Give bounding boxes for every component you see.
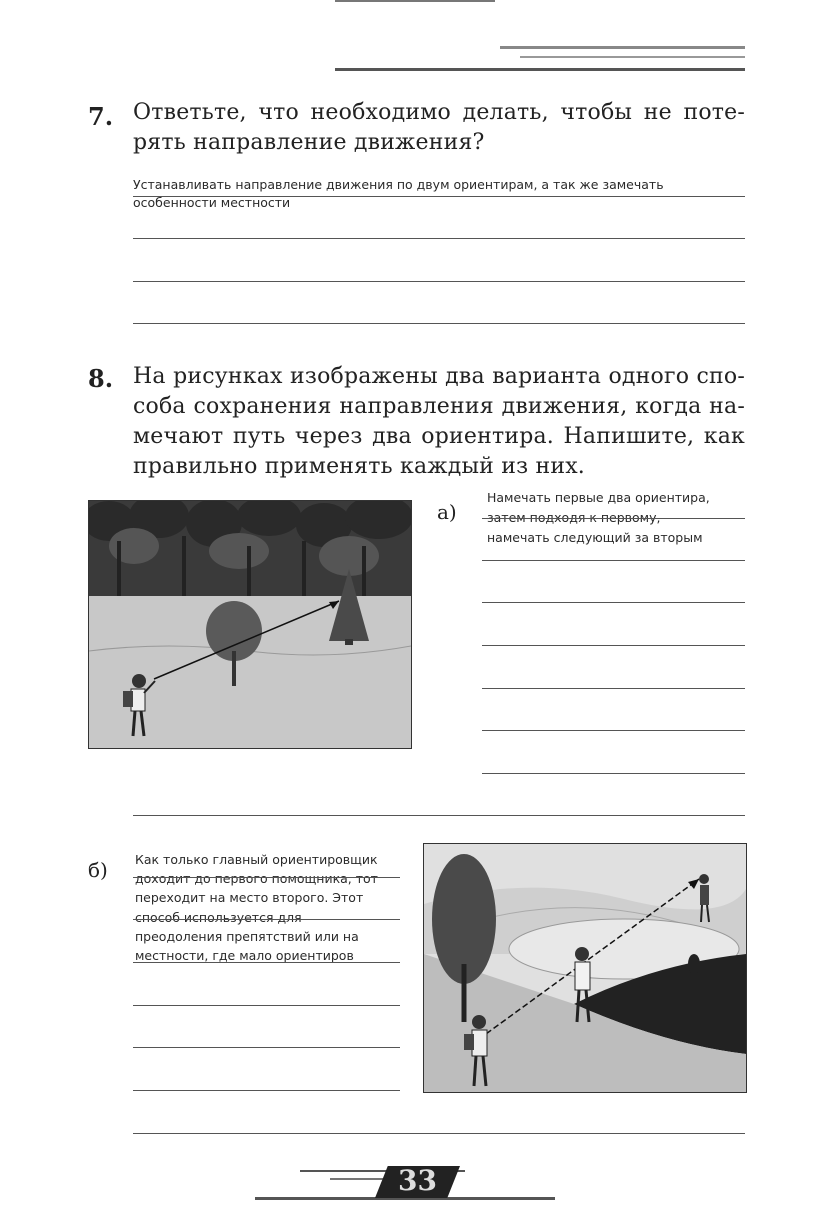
question-8-line-4: правильно применять каждый из них. [133,454,585,479]
answer-rule [133,962,400,963]
page-number: 33 [398,1164,437,1197]
part-a-label: а) [437,500,457,524]
answer-rule [482,518,745,519]
figure-a-forest-landmarks [88,500,412,749]
answer-rule [133,1005,400,1006]
answer-rule [482,560,745,561]
answer-rule [482,645,745,646]
question-8-line-2: соба сохранения направления движения, когда на- [133,394,745,419]
part-b-label: б) [88,858,108,882]
part-b-answer-line-2: доходит до первого помощника, тот [135,871,378,886]
figure-b-lake-helpers [423,843,747,1093]
top-decoration-bar-1 [500,46,745,49]
answer-rule [133,238,745,239]
question-8-text [133,362,745,482]
answer-rule [482,773,745,774]
part-b-answer-line-5: преодоления препятствий или на [135,929,359,944]
figure-b-illustration [424,844,746,1092]
answer-rule [133,877,400,878]
answer-rule [482,730,745,731]
answer-rule [133,1047,400,1048]
question-7-text [133,98,745,158]
top-decoration-bar-3 [335,68,745,71]
question-8-line-3: мечают путь через два ориентира. Напишите, как [133,424,745,449]
answer-rule [482,688,745,689]
answer-rule [133,281,745,282]
part-b-answer-line-6: местности, где мало ориентиров [135,948,354,963]
top-decoration [335,0,495,2]
answer-rule [133,815,745,816]
question-7-answer-line-1: Устанавливать направление движения по двум ориентирам, а так же замечать [133,177,664,192]
question-7-line-2: рять направление движения? [133,130,485,155]
answer-rule [133,919,400,920]
top-decoration-bar-2 [520,56,745,58]
question-7-number: 7. [88,102,114,131]
part-b-answer-line-1: Как только главный ориентировщик [135,852,378,867]
question-8-line-1: На рисунках изображены два варианта одного спо- [133,364,745,389]
part-a-answer-line-3: намечать следующий за вторым [487,530,703,545]
question-7-line-1: Ответьте, что необходимо делать, чтобы не поте- [133,100,745,125]
part-a-answer-line-1: Намечать первые два ориентира, [487,490,710,505]
figure-a-illustration [89,501,411,748]
part-a-answer-line-2: затем подходя к первому, [487,510,661,525]
answer-rule [133,323,745,324]
question-7-answer-line-2: особенности местности [133,195,291,210]
answer-rule [133,1090,400,1091]
part-b-answer-line-3: переходит на место второго. Этот [135,890,364,905]
answer-rule [133,1133,745,1134]
answer-rule [482,602,745,603]
question-8-number: 8. [88,364,114,393]
part-b-answer-line-4: способ используется для [135,910,302,925]
